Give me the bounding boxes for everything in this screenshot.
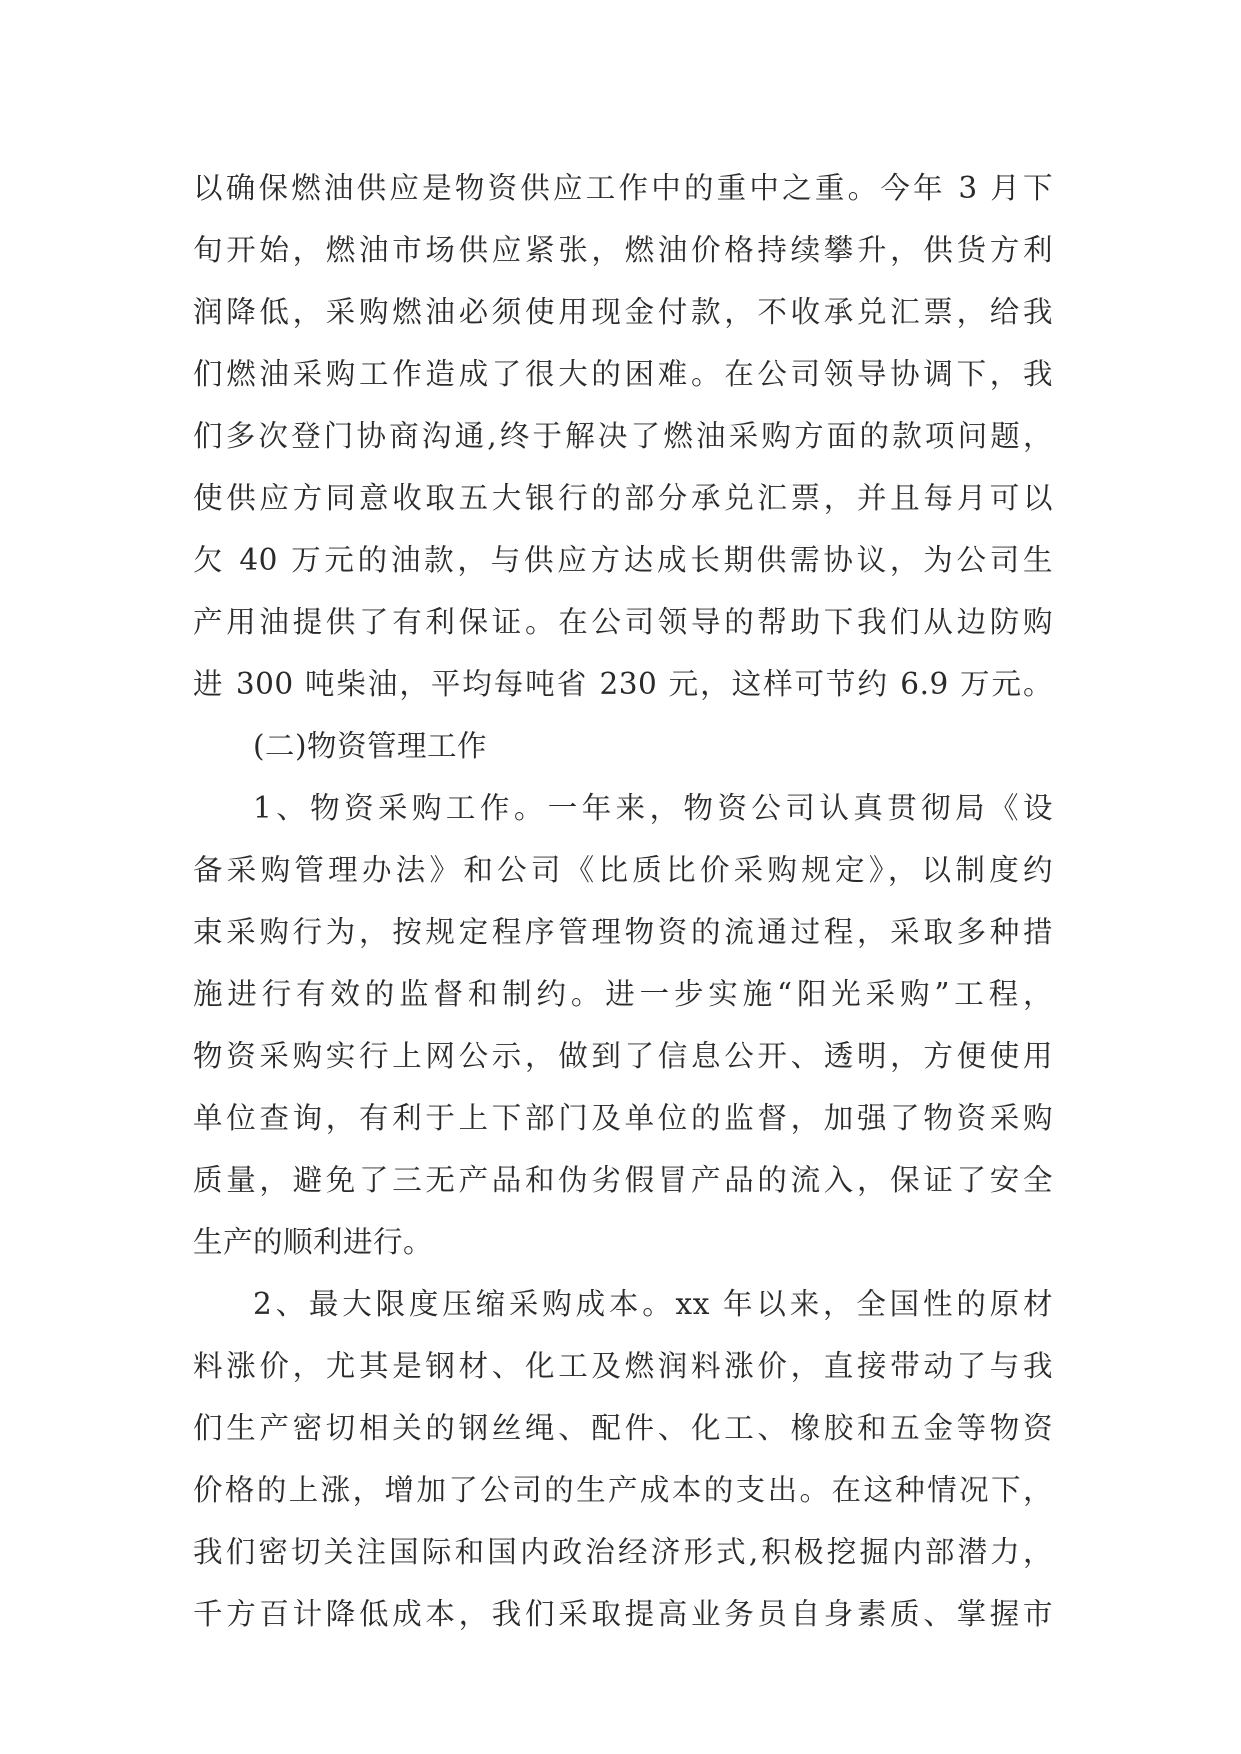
text-line: 备采购管理办法》和公司《比质比价采购规定》，以制度约 (193, 853, 1053, 887)
text-line: 束采购行为，按规定程序管理物资的流通过程，采取多种措 (193, 915, 1053, 949)
text-line: 1、物资采购工作。一年来，物资公司认真贯彻局《设 (253, 791, 1053, 825)
text-line: 使供应方同意收取五大银行的部分承兑汇票，并且每月可以 (193, 481, 1053, 515)
text-line: 生产的顺利进行。 (193, 1225, 434, 1259)
document-body (193, 157, 1053, 1645)
text-line: 们多次登门协商沟通,终于解决了燃油采购方面的款项问题， (193, 419, 1053, 453)
text-line: 以确保燃油供应是物资供应工作中的重中之重。今年 3 月下 (193, 171, 1053, 205)
text-line: 价格的上涨，增加了公司的生产成本的支出。在这种情况下， (193, 1473, 1053, 1507)
paragraph-cost-reduction (193, 1273, 1053, 1645)
paragraph-procurement-work (193, 777, 1053, 1273)
text-line: 物资采购实行上网公示，做到了信息公开、透明，方便使用 (193, 1039, 1053, 1073)
text-line: 们生产密切相关的钢丝绳、配件、化工、橡胶和五金等物资 (193, 1411, 1053, 1445)
text-line: 旬开始，燃油市场供应紧张，燃油价格持续攀升，供货方利 (193, 233, 1053, 267)
text-line: 们燃油采购工作造成了很大的困难。在公司领导协调下，我 (193, 357, 1053, 391)
text-line: 单位查询，有利于上下部门及单位的监督，加强了物资采购 (193, 1101, 1053, 1135)
text-line: 润降低，采购燃油必须使用现金付款，不收承兑汇票，给我 (193, 295, 1053, 329)
text-line: 料涨价，尤其是钢材、化工及燃润料涨价，直接带动了与我 (193, 1349, 1053, 1383)
section-heading: (二)物资管理工作 (253, 729, 488, 763)
text-line: 进 300 吨柴油，平均每吨省 230 元，这样可节约 6.9 万元。 (193, 667, 1053, 701)
text-line: 2、最大限度压缩采购成本。xx 年以来，全国性的原材 (253, 1287, 1053, 1321)
text-line: 欠 40 万元的油款，与供应方达成长期供需协议，为公司生 (193, 543, 1053, 577)
text-line: 千方百计降低成本，我们采取提高业务员自身素质、掌握市 (193, 1597, 1053, 1631)
text-line: 我们密切关注国际和国内政治经济形式,积极挖掘内部潜力， (193, 1535, 1053, 1569)
text-line: 质量，避免了三无产品和伪劣假冒产品的流入，保证了安全 (193, 1163, 1053, 1197)
paragraph-fuel-supply (193, 157, 1053, 715)
text-line: 施进行有效的监督和制约。进一步实施“阳光采购”工程， (193, 977, 1053, 1011)
text-line: 产用油提供了有利保证。在公司领导的帮助下我们从边防购 (193, 605, 1053, 639)
